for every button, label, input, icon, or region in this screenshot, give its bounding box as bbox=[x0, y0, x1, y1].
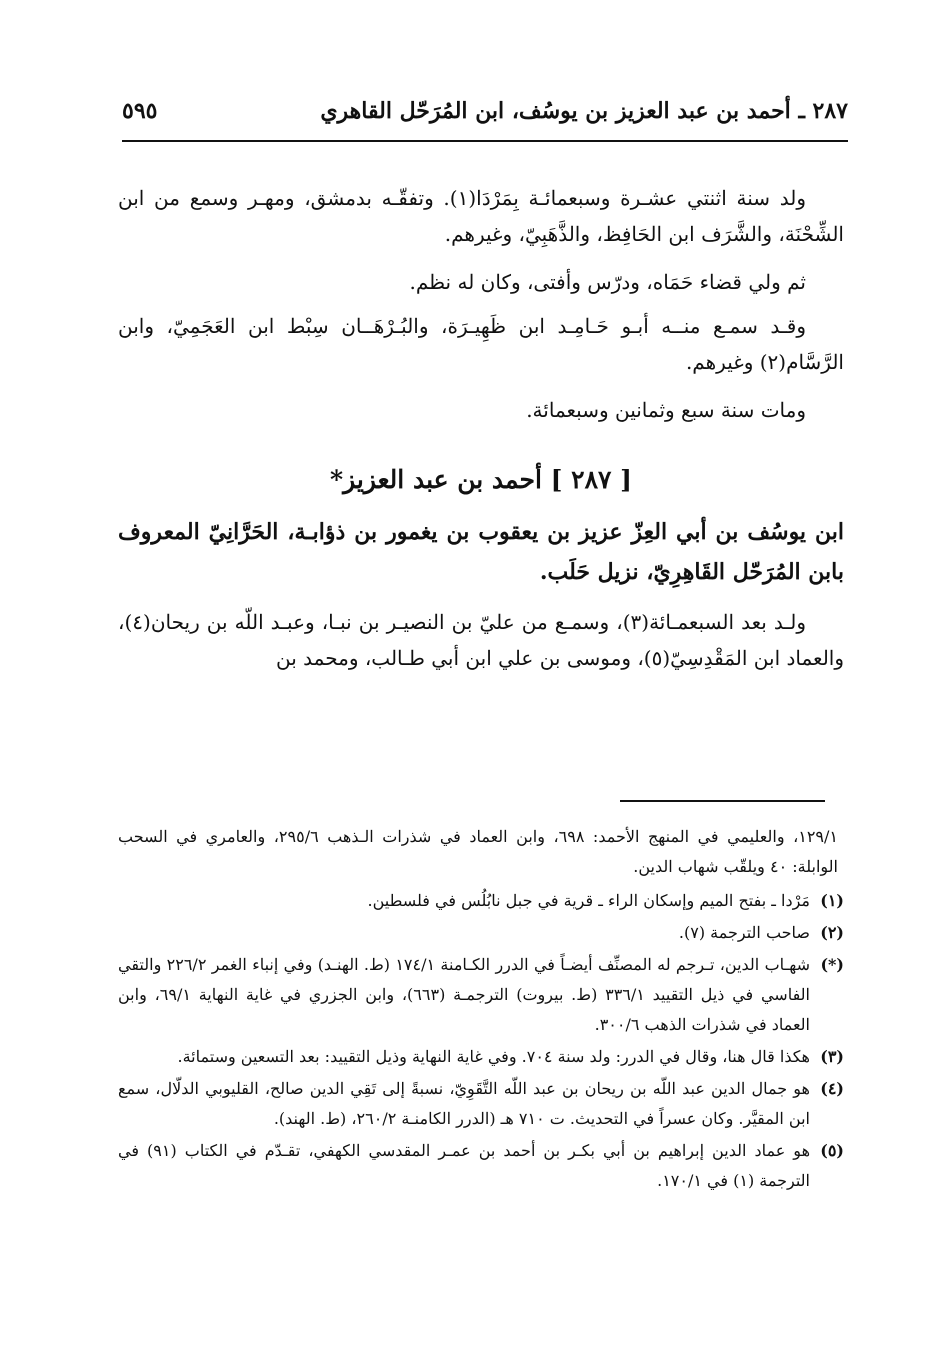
footnote-continuation: ١٢٩/١، والعليمي في المنهج الأحمد: ٦٩٨، وابن العماد في شذرات الـذهب ٢٩٥/٦، والعامري في السحب الوابلة: ٤٠ ويلقّب شهاب الدين. bbox=[118, 827, 838, 876]
paragraph: ولد سنة اثنتي عشـرة وسبعمائـة بِمَرْدَا(١). وتفقّـه بدمشق، ومهـر وسمع من ابن الشِّحْنَة، والشَّرَف ابن الحَافِظ، والذَّهَبِيّ، وغيرهم. bbox=[118, 186, 844, 246]
paragraph: ثم ولي قضاء حَمَاه، ودرّس وأفتى، وكان له نظم. bbox=[409, 270, 806, 294]
footnote-mark: (٥) bbox=[820, 1141, 844, 1160]
footnotes bbox=[118, 822, 844, 1198]
page-header bbox=[122, 92, 848, 142]
paragraph: ومات سنة سبع وثمانين وسبعمائة. bbox=[526, 398, 806, 422]
footnote-item bbox=[118, 1042, 844, 1072]
running-title: ٢٨٧ ـ أحمد بن عبد العزيز بن يوسُف، ابن المُرَحّل القاهري bbox=[320, 98, 848, 124]
main-text bbox=[118, 180, 844, 688]
footnote-item bbox=[118, 1136, 844, 1196]
footnote-mark: (٤) bbox=[820, 1079, 844, 1098]
footnote-item bbox=[118, 918, 844, 948]
footnote-divider bbox=[620, 800, 825, 802]
entry-heading: [ ٢٨٧ ] أحمد بن عبد العزيز* bbox=[330, 465, 632, 494]
footnote-item bbox=[118, 886, 844, 916]
footnote-text: هكذا قال هنا، وقال في الدرر: ولد سنة ٧٠٤. وفي غاية النهاية وذيل التقييد: بعد التسعين وستمائة. bbox=[177, 1047, 810, 1066]
footnote-text: صاحب الترجمة (٧). bbox=[678, 923, 810, 942]
footnote-text: شهـاب الدين، تـرجم له المصنِّف أيضـاً في الدرر الكـامنة ١٧٤/١ (ط. الهنـد) وفي إنباء الغمر ٢٢٦/٢ والتقي الفاسي في ذيل التقييد ٣٣٦/١ (ط. بيروت) الترجمـة (٦٦٣)، وابن الجزري في غاية النهاية ٦٩/١، وابن العماد في شذرات الذهب ٣٠٠/٦. bbox=[118, 955, 811, 1034]
footnote-text: هو جمال الدين عبد اللّه بن ريحان بن عبد اللّه التَّقَوِيّ، نسبةً إلى تَقِي الدين صالح، القليوبي الدلّال، سمع ابن المقيَّر. وكان عسراً في التحديث. ت ٧١٠ هـ (الدرر الكامنـة ٢٦٠/٢، (ط. الهند). bbox=[118, 1079, 810, 1128]
footnote-item bbox=[118, 950, 844, 1040]
footnote-text: هو عماد الدين إبراهيم بن أبي بكـر بن أحمد بن عمـر المقدسي الكهفي، تقـدّم في الكتاب (٩١) في الترجمة (١) في ١٧٠/١. bbox=[118, 1141, 811, 1190]
entry-subheading: ابن يوسُف بن أبي العِزّ عزيز بن يعقوب بن يغمور بن ذؤابـة، الحَرَّانِيّ المعروف بابن المُرَحّل القَاهِرِيّ، نزيل حَلَب. bbox=[118, 519, 844, 585]
footnote-text: مَرْدا ـ بفتح الميم وإسكان الراء ـ قرية في جبل نابُلُس في فلسطين. bbox=[367, 891, 810, 910]
footnote-mark: (١) bbox=[820, 891, 844, 910]
footnote-item bbox=[118, 1074, 844, 1134]
page-number: ٥٩٥ bbox=[122, 98, 158, 124]
paragraph: وقـد سمـع منــه أبـو حَـامِـد ابن ظَهِيـرَة، والبُـرْهَــان سِبْط ابن العَجَمِيّ، وابن الرَّسَّام(٢) وغيرهم. bbox=[118, 314, 844, 374]
paragraph: ولـد بعد السبعمـائة(٣)، وسمـع من عليّ بن النصيـر بن نبـا، وعبـد اللّه بن ريحان(٤)، والعماد ابن المَقْدِسِيّ(٥)، وموسى بن علي ابن أبي طـالب، ومحمد بن bbox=[118, 610, 844, 670]
footnote-mark: (٣) bbox=[820, 1047, 844, 1066]
footnote-mark: (*) bbox=[820, 955, 844, 974]
footnote-mark: (٢) bbox=[820, 923, 844, 942]
